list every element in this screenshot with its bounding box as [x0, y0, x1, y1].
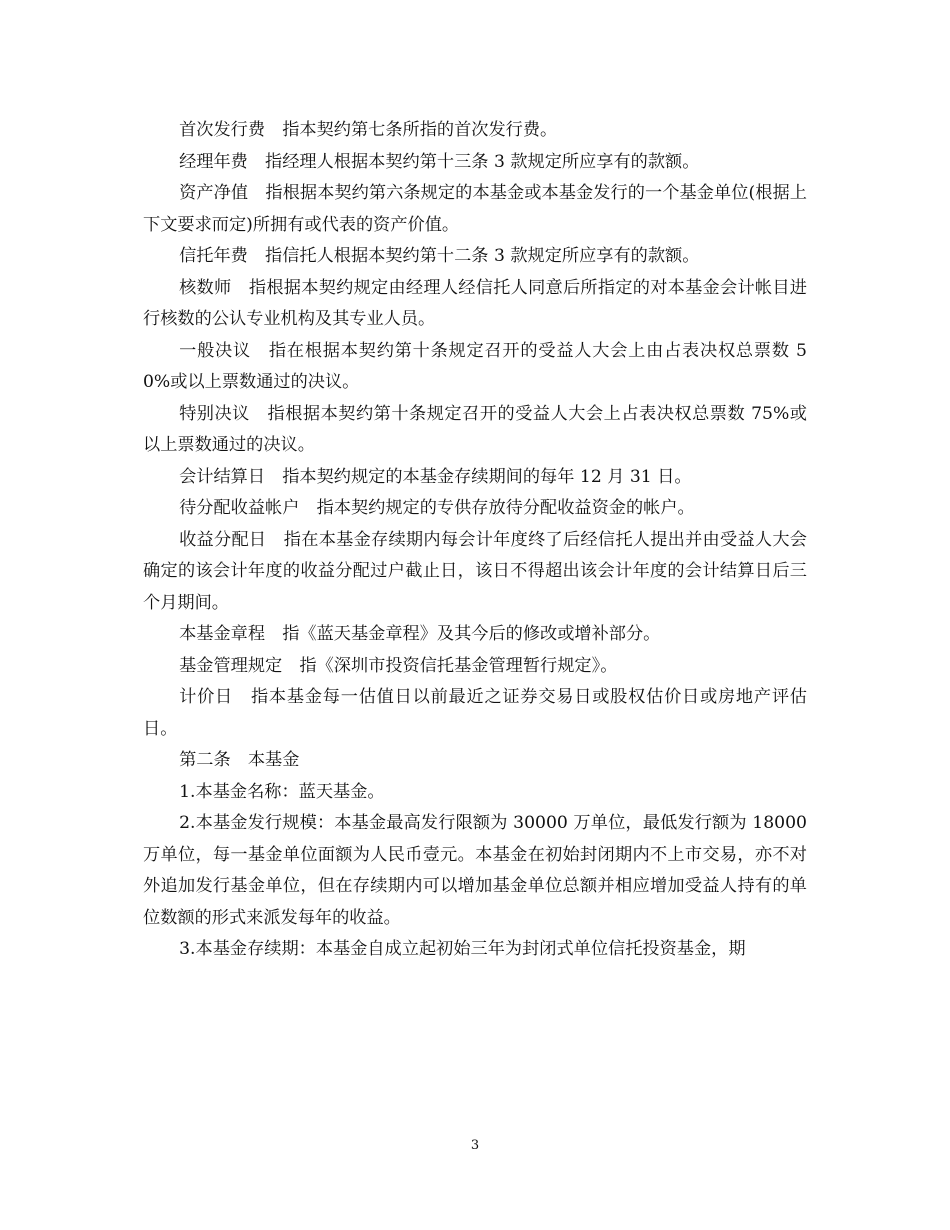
paragraph: 收益分配日 指在本基金存续期内每会计年度终了后经信托人提出并由受益人大会确定的该会计年度的收益分配过户截止日，该日不得超出该会计年度的会计结算日后三个月期间。 — [143, 529, 807, 613]
paragraph: 一般决议 指在根据本契约第十条规定召开的受益人大会上由占表决权总票数 50%或以上票数通过的决议。 — [143, 340, 807, 392]
paragraph: 2.本基金发行规模：本基金最高发行限额为 30000 万单位，最低发行额为 18000 万单位，每一基金单位面额为人民币壹元。本基金在初始封闭期内不上市交易，亦不对外追加发行基金单位，但在存续期内可以增加基金单位总额并相应增加受益人持有的单位数额的形式来派发每年的收益。 — [143, 813, 813, 928]
paragraph: 特别决议 指根据本契约第十条规定召开的受益人大会上占表决权总票数 75%或以上票数通过的决议。 — [143, 403, 807, 455]
paragraph: 基金管理规定 指《深圳市投资信托基金管理暂行规定》。 — [179, 655, 618, 676]
paragraph: 资产净值 指根据本契约第六条规定的本基金或本基金发行的一个基金单位(根据上下文要求而定)所拥有或代表的资产价值。 — [143, 183, 807, 235]
paragraph: 待分配收益帐户 指本契约规定的专供存放待分配收益资金的帐户。 — [179, 498, 695, 518]
paragraph: 经理年费 指经理人根据本契约第十三条 3 款规定所应享有的款额。 — [179, 151, 700, 172]
section-heading: 第二条 本基金 — [179, 750, 300, 770]
page-number: 3 — [470, 1138, 480, 1153]
paragraph: 会计结算日 指本契约规定的本基金存续期间的每年 12 月 31 日。 — [179, 466, 692, 487]
paragraph: 核数师 指根据本契约规定由经理人经信托人同意后所指定的对本基金会计帐目进行核数的公认专业机构及其专业人员。 — [143, 277, 807, 329]
paragraph: 本基金章程 指《蓝天基金章程》及其今后的修改或增补部分。 — [179, 624, 661, 644]
paragraph: 3.本基金存续期：本基金自成立起初始三年为封闭式单位信托投资基金，期 — [179, 939, 746, 959]
paragraph: 计价日 指本基金每一估值日以前最近之证券交易日或股权估价日或房地产评估日。 — [143, 687, 807, 739]
body-text — [143, 115, 813, 966]
paragraph: 1.本基金名称：蓝天基金。 — [179, 781, 385, 802]
paragraph: 信托年费 指信托人根据本契约第十二条 3 款规定所应享有的款额。 — [179, 246, 700, 266]
paragraph: 首次发行费 指本契约第七条所指的首次发行费。 — [179, 120, 558, 140]
